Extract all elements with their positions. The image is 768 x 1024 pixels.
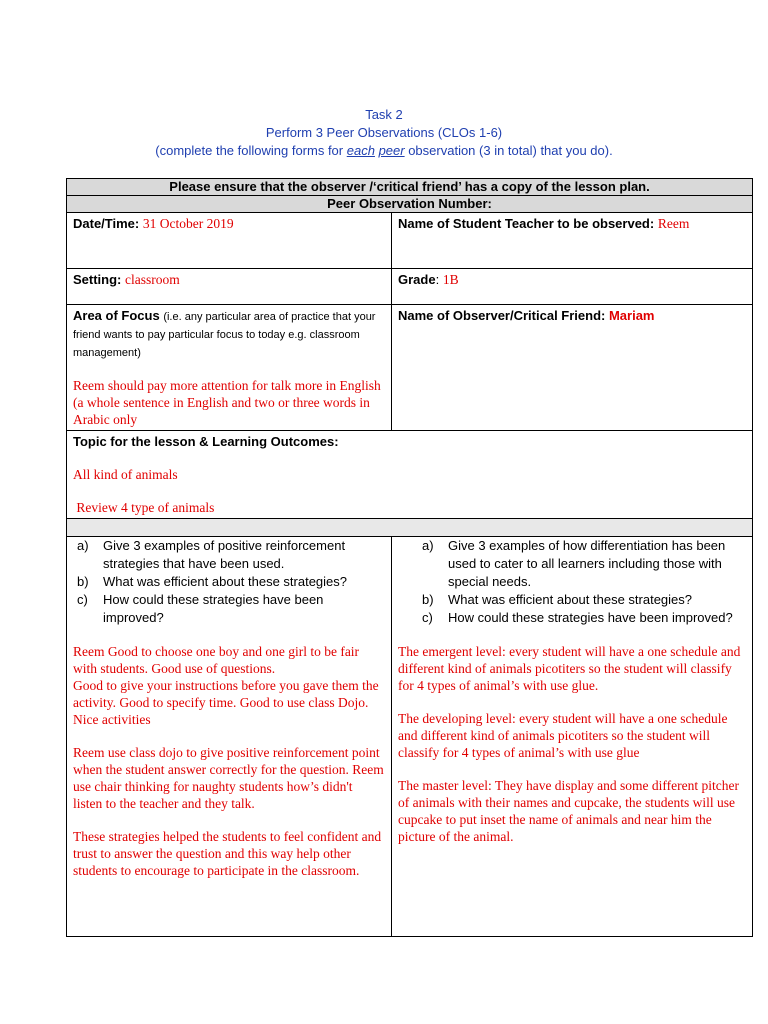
question-item: b) What was efficient about these strategies? <box>422 592 693 607</box>
peer-observation-form <box>66 178 753 937</box>
topic-cell <box>67 431 753 519</box>
task-title: Task 2 <box>365 107 403 122</box>
focus-value: Reem should pay more attention for talk more in English (a whole sentence in English and two or three words in Arabic only <box>73 378 381 427</box>
focus-hint: (i.e. any particular area of practice that your friend wants to pay particular focus to today e.g. classroom management) <box>73 311 376 359</box>
differentiation-answers <box>398 643 746 845</box>
question-item: a) Give 3 examples of positive reinforcement strategies that have been used. <box>77 538 346 571</box>
observer-label: Name of Observer/Critical Friend: <box>398 308 606 323</box>
differentiation-cell <box>392 537 753 937</box>
setting-value: classroom <box>125 272 180 287</box>
focus-label: Area of Focus <box>73 308 160 323</box>
differentiation-questions <box>418 537 746 627</box>
question-item: a) Give 3 examples of how differentiation has been used to cater to all learners including those with special needs. <box>422 538 726 589</box>
answer-paragraph: The developing level: every student will have a one schedule and different kind of animals picotiters so the student will classify for 4 types of animal’s with use glue <box>398 711 728 760</box>
observer-value: Mariam <box>608 308 655 323</box>
reinforcement-cell <box>67 537 392 937</box>
observation-number-label: Peer Observation Number: <box>67 196 753 213</box>
grade-label: Grade <box>398 272 436 287</box>
answer-paragraph: The emergent level: every student will have a one schedule and different kind of animals picotiters so the student will classify for 4 types of animal’s with use glue. <box>398 644 741 693</box>
question-item: b) What was efficient about these strategies? <box>77 574 348 589</box>
student-cell <box>392 213 753 269</box>
reinforcement-answers <box>73 643 385 879</box>
task-instructions: (complete the following forms for each peer observation (3 in total) that you do). <box>155 143 613 158</box>
topic-line-2: Review 4 type of animals <box>73 500 215 515</box>
setting-cell <box>67 269 392 305</box>
question-item: c) How could these strategies have been improved? <box>77 592 324 625</box>
task-header <box>0 106 768 160</box>
date-value: 31 October 2019 <box>142 216 234 231</box>
topic-label: Topic for the lesson & Learning Outcomes: <box>73 434 339 449</box>
observer-cell <box>392 305 753 431</box>
topic-line-1: All kind of animals <box>73 467 178 482</box>
question-item: c) How could these strategies have been improved? <box>422 610 733 625</box>
task-subtitle: Perform 3 Peer Observations (CLOs 1-6) <box>265 125 503 140</box>
answer-paragraph: Reem Good to choose one boy and one girl to be fair with students. Good use of questions. <box>73 644 360 676</box>
answer-paragraph: Good to give your instructions before you gave them the activity. Good to specify time. Good to use class Dojo. Nice activities <box>73 678 379 727</box>
focus-heading <box>73 307 385 361</box>
date-label: Date/Time: <box>73 216 140 231</box>
divider-row <box>67 519 753 537</box>
answer-paragraph: Reem use class dojo to give positive reinforcement point when the student answer correctly for the question. Reem use chair thinking for naughty students how’s didn't listen to the teacher and they talk. <box>73 745 384 811</box>
student-label: Name of Student Teacher to be observed: <box>398 216 655 231</box>
focus-cell <box>67 305 392 431</box>
reinforcement-questions <box>73 537 385 627</box>
student-value: Reem <box>657 216 690 231</box>
answer-paragraph: These strategies helped the students to feel confident and trust to answer the question and this way help other students to encourage to participate in the classroom. <box>73 829 382 878</box>
lesson-plan-notice: Please ensure that the observer /‘critical friend’ has a copy of the lesson plan. <box>67 179 753 196</box>
grade-cell: Grade: 1B <box>392 269 753 305</box>
setting-label: Setting: <box>73 272 122 287</box>
grade-value: 1B <box>442 272 459 287</box>
answer-paragraph: The master level: They have display and some different pitcher of animals with their names and cupcake, the students will use cupcake to put inset the name of animals and near him the picture of the animal. <box>398 778 740 844</box>
date-cell <box>67 213 392 269</box>
